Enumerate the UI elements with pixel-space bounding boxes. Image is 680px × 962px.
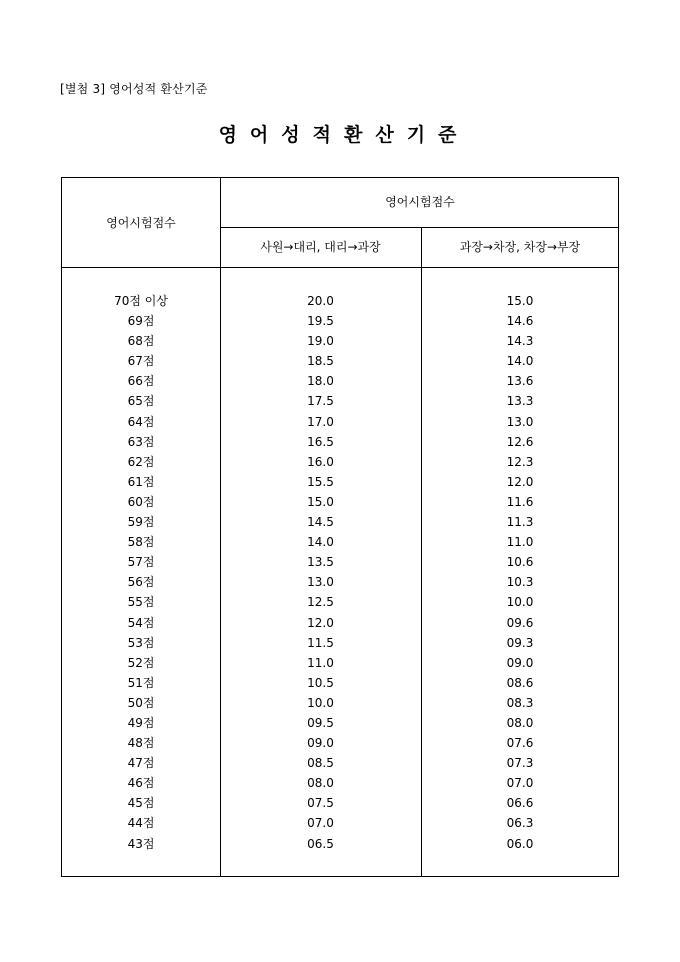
table-row bbox=[62, 412, 618, 432]
table-row bbox=[62, 492, 618, 512]
score-cell: 68점 bbox=[127, 334, 155, 349]
value-cell-staff-to-manager: 06.5 bbox=[307, 836, 334, 851]
score-cell: 46점 bbox=[127, 776, 155, 791]
table-row bbox=[62, 552, 618, 572]
table-row bbox=[62, 512, 618, 532]
value-cell-staff-to-manager: 08.0 bbox=[307, 776, 334, 791]
table-row bbox=[62, 633, 618, 653]
group-header: 영어시험점수 bbox=[385, 195, 455, 209]
table-row bbox=[62, 472, 618, 492]
score-cell: 61점 bbox=[127, 474, 155, 489]
value-cell-staff-to-manager: 18.0 bbox=[307, 374, 334, 389]
table-row bbox=[62, 793, 618, 813]
value-cell-manager-to-director: 08.6 bbox=[506, 675, 534, 690]
value-cell-staff-to-manager: 16.0 bbox=[307, 454, 334, 469]
value-cell-staff-to-manager: 08.5 bbox=[307, 756, 334, 771]
score-cell: 43점 bbox=[127, 836, 155, 851]
value-cell-manager-to-director: 14.3 bbox=[506, 334, 534, 349]
document-title: 영어성적환산기준 bbox=[218, 124, 470, 146]
score-cell: 57점 bbox=[127, 555, 155, 570]
score-cell: 59점 bbox=[127, 515, 155, 530]
score-cell: 60점 bbox=[127, 494, 155, 509]
table-row bbox=[62, 452, 618, 472]
value-cell-manager-to-director: 06.0 bbox=[506, 836, 534, 851]
table-row bbox=[62, 351, 618, 371]
table-row bbox=[62, 834, 618, 854]
value-cell-manager-to-director: 07.0 bbox=[506, 776, 534, 791]
value-cell-staff-to-manager: 09.0 bbox=[307, 736, 334, 751]
value-cell-staff-to-manager: 13.5 bbox=[307, 555, 334, 570]
header-divider bbox=[220, 227, 618, 228]
score-cell: 63점 bbox=[127, 434, 155, 449]
column-header-staff-to-manager: 사원→대리, 대리→과장 bbox=[260, 240, 381, 254]
value-cell-manager-to-director: 13.3 bbox=[506, 394, 534, 409]
value-cell-manager-to-director: 10.0 bbox=[506, 595, 534, 610]
value-cell-manager-to-director: 13.0 bbox=[506, 414, 534, 429]
score-cell: 54점 bbox=[127, 615, 155, 630]
table-row bbox=[62, 813, 618, 833]
table-row bbox=[62, 733, 618, 753]
value-cell-manager-to-director: 09.6 bbox=[506, 615, 534, 630]
score-cell: 64점 bbox=[127, 414, 155, 429]
score-cell: 62점 bbox=[127, 454, 155, 469]
score-cell: 69점 bbox=[127, 314, 155, 329]
score-cell: 48점 bbox=[127, 736, 155, 751]
score-cell: 58점 bbox=[127, 535, 155, 550]
table-row bbox=[62, 613, 618, 633]
value-cell-staff-to-manager: 15.0 bbox=[307, 494, 334, 509]
value-cell-manager-to-director: 14.6 bbox=[506, 314, 534, 329]
value-cell-manager-to-director: 13.6 bbox=[506, 374, 534, 389]
value-cell-manager-to-director: 11.3 bbox=[506, 515, 534, 530]
value-cell-manager-to-director: 11.0 bbox=[506, 535, 534, 550]
table-row bbox=[62, 693, 618, 713]
value-cell-staff-to-manager: 17.0 bbox=[307, 414, 334, 429]
value-cell-manager-to-director: 09.0 bbox=[506, 655, 534, 670]
value-cell-manager-to-director: 12.3 bbox=[506, 454, 534, 469]
score-cell: 65점 bbox=[127, 394, 155, 409]
value-cell-staff-to-manager: 17.5 bbox=[307, 394, 334, 409]
value-cell-manager-to-director: 10.3 bbox=[506, 575, 534, 590]
table-row bbox=[62, 713, 618, 733]
table-row bbox=[62, 432, 618, 452]
value-cell-staff-to-manager: 15.5 bbox=[307, 474, 334, 489]
column-header-manager-to-director: 과장→차장, 차장→부장 bbox=[459, 240, 581, 254]
attachment-label: [별첨 3] 영어성적 환산기준 bbox=[60, 82, 208, 96]
value-cell-staff-to-manager: 13.0 bbox=[307, 575, 334, 590]
value-cell-manager-to-director: 12.6 bbox=[506, 434, 534, 449]
score-cell: 55점 bbox=[127, 595, 155, 610]
value-cell-staff-to-manager: 07.5 bbox=[307, 796, 334, 811]
value-cell-staff-to-manager: 16.5 bbox=[307, 434, 334, 449]
value-cell-staff-to-manager: 19.0 bbox=[307, 334, 334, 349]
table-row bbox=[62, 653, 618, 673]
header-bottom-border bbox=[62, 267, 618, 268]
table-row bbox=[62, 592, 618, 612]
score-cell: 56점 bbox=[127, 575, 155, 590]
value-cell-manager-to-director: 09.3 bbox=[506, 635, 534, 650]
value-cell-staff-to-manager: 12.0 bbox=[307, 615, 334, 630]
value-cell-staff-to-manager: 10.0 bbox=[307, 695, 334, 710]
value-cell-staff-to-manager: 19.5 bbox=[307, 314, 334, 329]
value-cell-staff-to-manager: 10.5 bbox=[307, 675, 334, 690]
value-cell-manager-to-director: 14.0 bbox=[506, 354, 534, 369]
value-cell-staff-to-manager: 14.0 bbox=[307, 535, 334, 550]
table-row bbox=[62, 371, 618, 391]
value-cell-manager-to-director: 08.3 bbox=[506, 695, 534, 710]
score-cell: 47점 bbox=[127, 756, 155, 771]
value-cell-manager-to-director: 06.6 bbox=[506, 796, 534, 811]
conversion-table bbox=[61, 177, 619, 877]
table-row bbox=[62, 773, 618, 793]
value-cell-staff-to-manager: 18.5 bbox=[307, 354, 334, 369]
score-cell: 51점 bbox=[127, 675, 155, 690]
score-cell: 49점 bbox=[127, 715, 155, 730]
value-cell-staff-to-manager: 11.0 bbox=[307, 655, 334, 670]
value-cell-manager-to-director: 08.0 bbox=[506, 715, 534, 730]
table-body bbox=[62, 291, 618, 854]
value-cell-staff-to-manager: 20.0 bbox=[307, 294, 334, 308]
score-cell: 70점 이상 bbox=[114, 294, 168, 308]
value-cell-manager-to-director: 07.6 bbox=[506, 736, 534, 751]
value-cell-staff-to-manager: 07.0 bbox=[307, 816, 334, 831]
score-cell: 45점 bbox=[127, 796, 155, 811]
value-cell-manager-to-director: 15.0 bbox=[506, 294, 534, 308]
table-row bbox=[62, 311, 618, 331]
table-row bbox=[62, 291, 618, 311]
score-cell: 52점 bbox=[127, 655, 155, 670]
score-cell: 50점 bbox=[127, 695, 155, 710]
value-cell-staff-to-manager: 12.5 bbox=[307, 595, 334, 610]
value-cell-staff-to-manager: 11.5 bbox=[307, 635, 334, 650]
value-cell-manager-to-director: 10.6 bbox=[506, 555, 534, 570]
table-row bbox=[62, 673, 618, 693]
score-cell: 53점 bbox=[127, 635, 155, 650]
value-cell-manager-to-director: 11.6 bbox=[506, 494, 534, 509]
value-cell-manager-to-director: 06.3 bbox=[506, 816, 534, 831]
table-row bbox=[62, 532, 618, 552]
value-cell-manager-to-director: 12.0 bbox=[506, 474, 534, 489]
table-row bbox=[62, 391, 618, 411]
score-cell: 67점 bbox=[127, 354, 155, 369]
value-cell-staff-to-manager: 14.5 bbox=[307, 515, 334, 530]
value-cell-staff-to-manager: 09.5 bbox=[307, 715, 334, 730]
score-cell: 44점 bbox=[127, 816, 155, 831]
row-header-score: 영어시험점수 bbox=[106, 216, 176, 230]
table-row bbox=[62, 331, 618, 351]
table-row bbox=[62, 572, 618, 592]
value-cell-manager-to-director: 07.3 bbox=[506, 756, 534, 771]
score-cell: 66점 bbox=[127, 374, 155, 389]
table-row bbox=[62, 753, 618, 773]
